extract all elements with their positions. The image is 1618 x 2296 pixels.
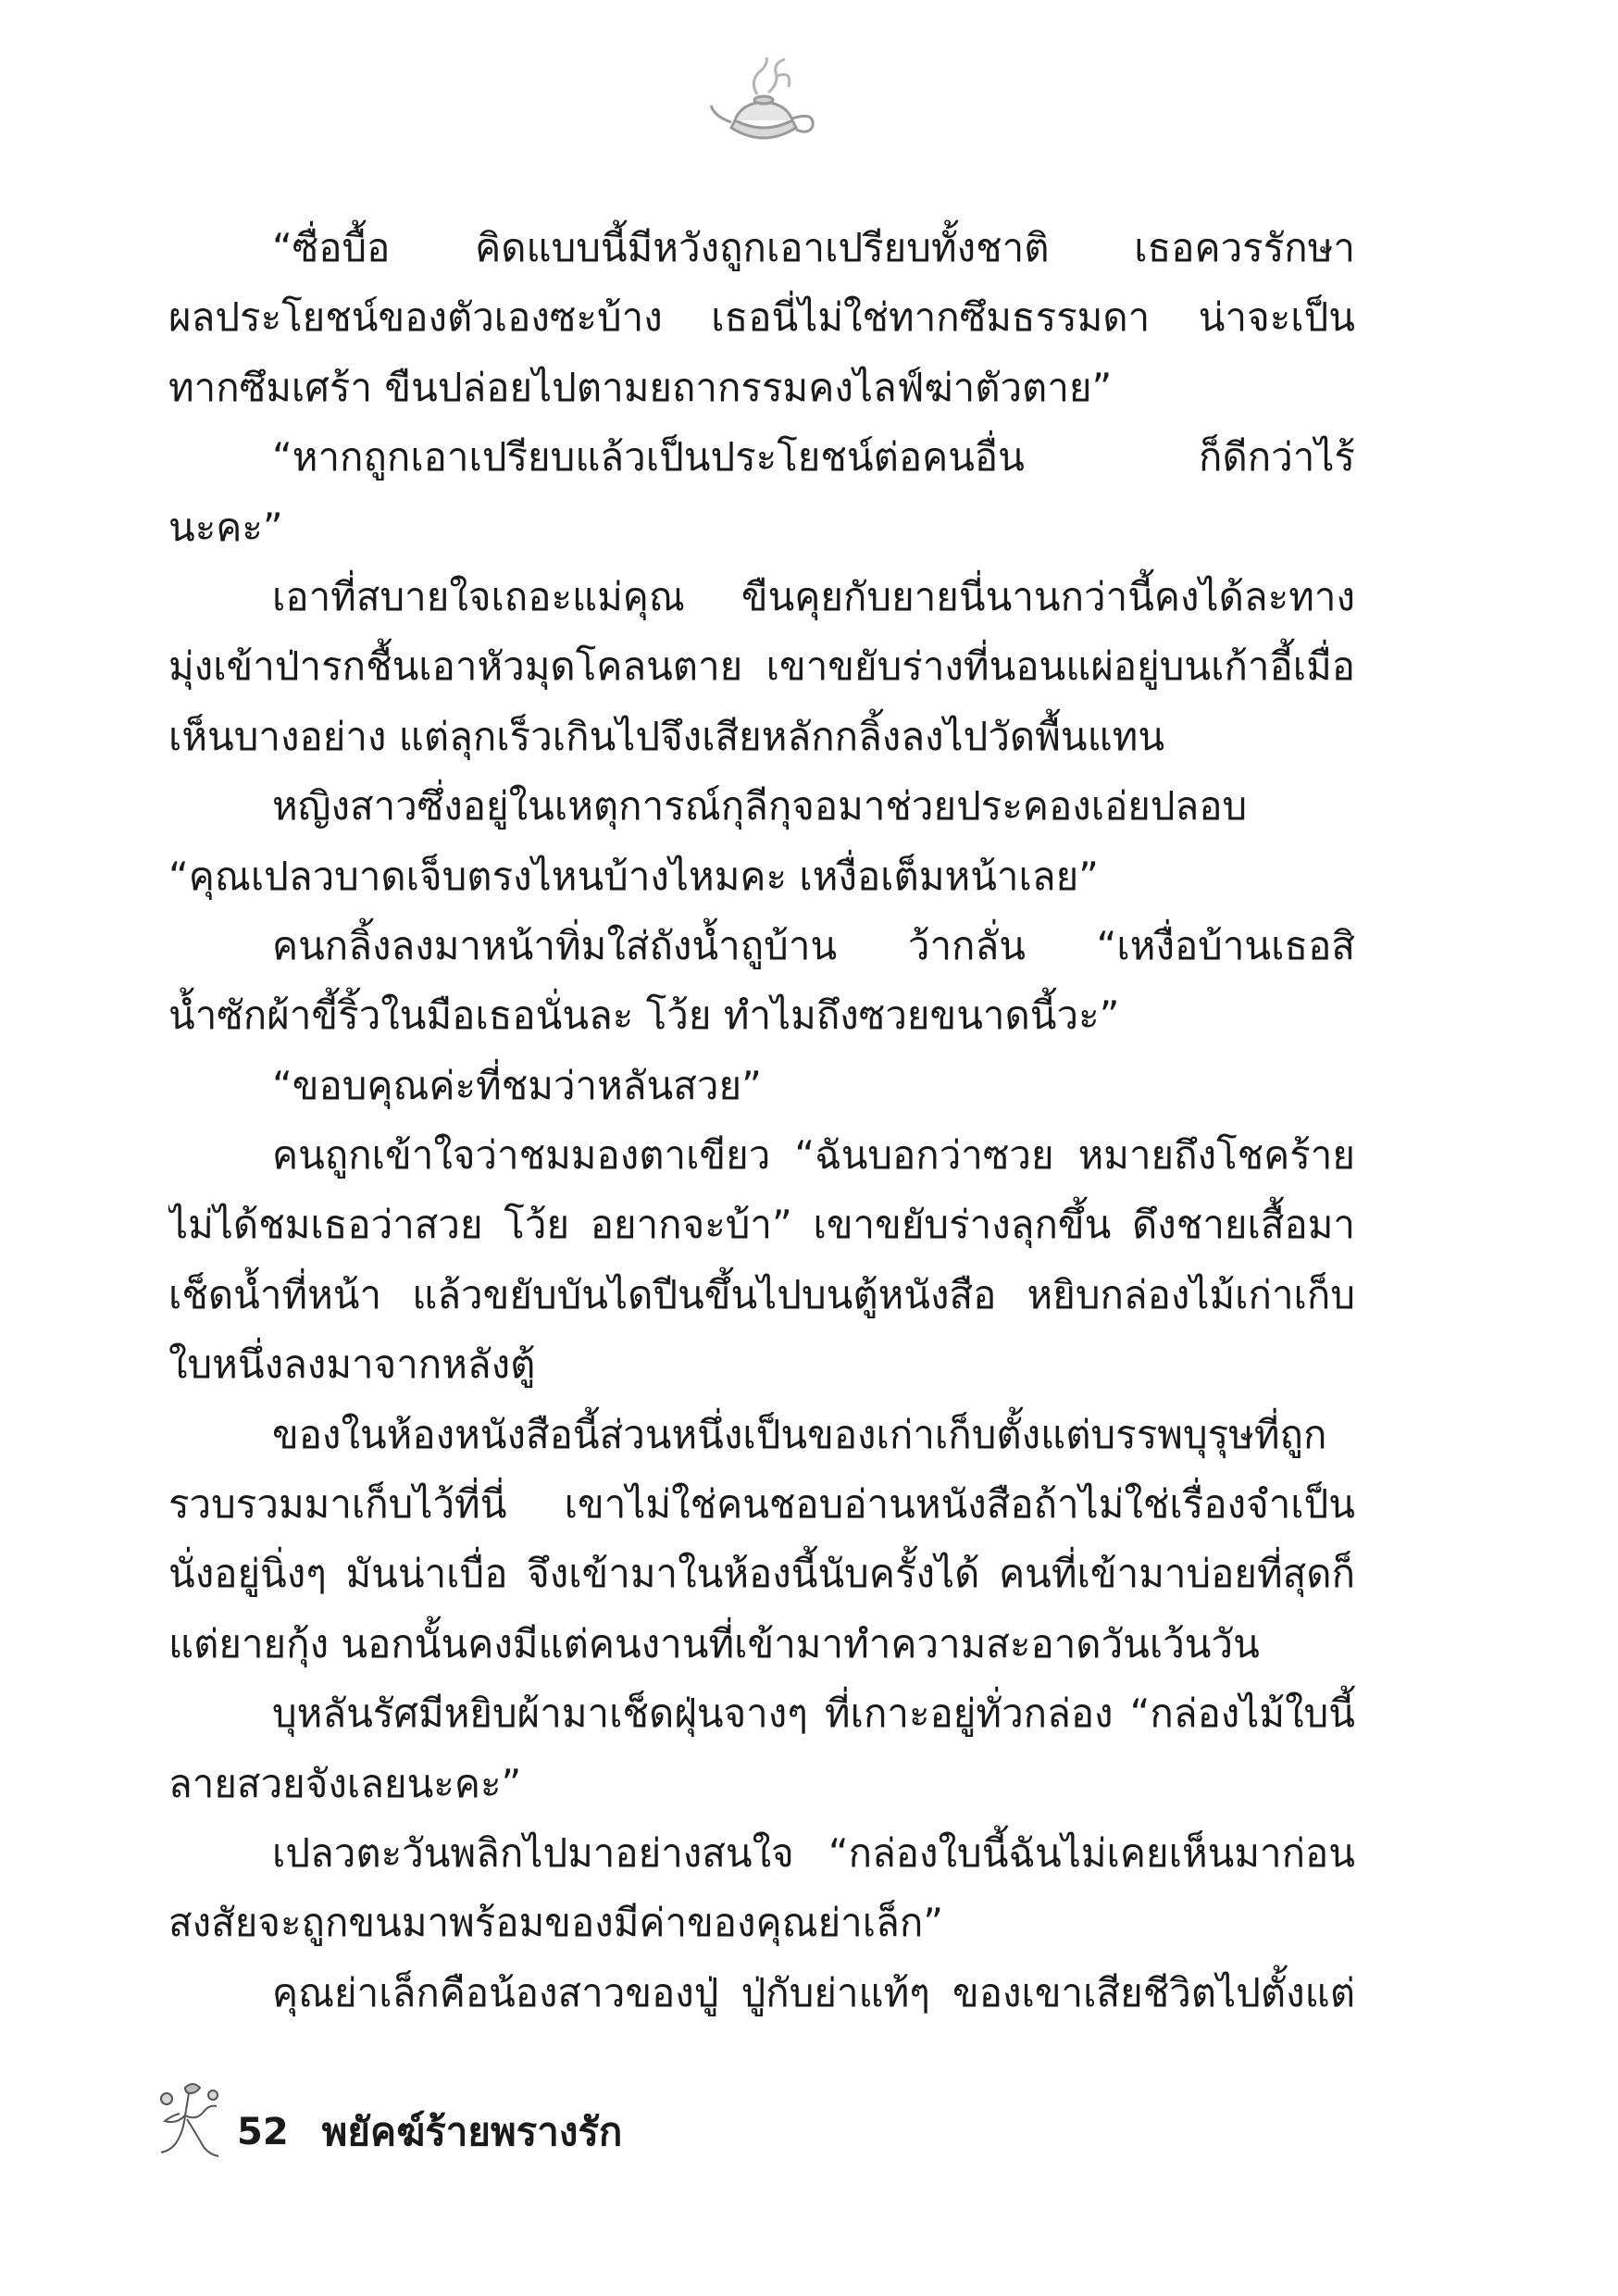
- text-line: “ขอบคุณค่ะที่ชมว่าหลันสวย”: [272, 1062, 762, 1108]
- text-line: “หากถูกเอาเปรียบแล้วเป็นประโยชน์ต่อคนอื่น ก็ดีกว่าไร้: [272, 434, 1355, 480]
- text-line: เห็นบางอย่าง แต่ลุกเร็วเกินไปจึงเสียหลักกลิ้งลงไปวัดพื้นแทน: [168, 713, 1165, 759]
- page-number: 52: [237, 2111, 289, 2153]
- text-line: แต่ยายกุ้ง นอกนั้นคงมีแต่คนงานที่เข้ามาทำความสะอาดวันเว้นวัน: [168, 1620, 1260, 1666]
- book-title: พยัคฆ์ร้ายพรางรัก: [321, 2109, 623, 2154]
- text-line: ของในห้องหนังสือนี้ส่วนหนึ่งเป็นของเก่าเก็บตั้งแต่บรรพบุรุษที่ถูก: [272, 1411, 1327, 1457]
- text-line: เปลวตะวันพลิกไปมาอย่างสนใจ “กล่องใบนี้ฉันไม่เคยเห็นมาก่อน: [272, 1829, 1355, 1876]
- text-line: เช็ดน้ำที่หน้า แล้วขยับบันไดปีนขึ้นไปบนตู้หนังสือ หยิบกล่องไม้เก่าเก็บ: [168, 1271, 1355, 1317]
- text-line: น้ำซักผ้าขี้ริ้วในมือเธอนั่นละ โว้ย ทำไมถึงซวยขนาดนี้วะ”: [168, 992, 1120, 1039]
- text-line: ผลประโยชน์ของตัวเองซะบ้าง เธอนี่ไม่ใช่ทากซึมธรรมดา น่าจะเป็น: [168, 294, 1355, 341]
- text-line: ทากซึมเศร้า ขืนปล่อยไปตามยถากรรมคงไลฟ์ฆ่าตัวตาย”: [168, 364, 1113, 410]
- text-line: เอาที่สบายใจเถอะแม่คุณ ขืนคุยกับยายนี่นานกว่านี้คงได้ละทาง: [272, 573, 1355, 619]
- text-line: คนถูกเข้าใจว่าชมมองตาเขียว “ฉันบอกว่าซวย หมายถึงโชคร้าย: [272, 1132, 1355, 1179]
- teapot-ornament-icon: [703, 56, 824, 157]
- text-line: “ซื่อบื้อ คิดแบบนี้มีหวังถูกเอาเปรียบทั้งชาติ เธอควรรักษา: [272, 225, 1355, 270]
- text-line: คนกลิ้งลงมาหน้าทิ่มใส่ถังน้ำถูบ้าน ว้ากลั่น “เหงื่อบ้านเธอสิ: [272, 922, 1355, 968]
- text-line: มุ่งเข้าป่ารกชื้นเอาหัวมุดโคลนตาย เขาขยับร่างที่นอนแผ่อยู่บนเก้าอี้เมื่อ: [168, 643, 1355, 690]
- text-line: “คุณเปลวบาดเจ็บตรงไหนบ้างไหมคะ เหงื่อเต็มหน้าเลย”: [168, 853, 1099, 899]
- text-line: รวบรวมมาเก็บไว้ที่นี่ เขาไม่ใช่คนชอบอ่านหนังสือถ้าไม่ใช่เรื่องจำเป็น: [168, 1481, 1355, 1528]
- text-line: สงสัยจะถูกขนมาพร้อมของมีค่าของคุณย่าเล็ก”: [168, 1900, 944, 1946]
- text-line: ไม่ได้ชมเธอว่าสวย โว้ย อยากจะบ้า” เขาขยับร่างลุกขึ้น ดึงชายเสื้อมา: [168, 1202, 1355, 1248]
- dancer-ornament-icon: [148, 2078, 231, 2162]
- text-line: นั่งอยู่นิ่งๆ มันน่าเบื่อ จึงเข้ามาในห้องนี้นับครั้งได้ คนที่เข้ามาบ่อยที่สุดก็: [168, 1551, 1355, 1597]
- text-line: นะคะ”: [168, 504, 283, 550]
- text-line: ลายสวยจังเลยนะคะ”: [168, 1760, 522, 1806]
- text-line: หญิงสาวซึ่งอยู่ในเหตุการณ์กุลีกุจอมาช่วยประคองเอ่ยปลอบ: [272, 783, 1248, 830]
- text-line: ใบหนึ่งลงมาจากหลังตู้: [168, 1341, 536, 1388]
- body-text: [168, 213, 1355, 2028]
- page-footer: [148, 2078, 622, 2162]
- text-line: บุหลันรัศมีหยิบผ้ามาเช็ดฝุ่นจางๆ ที่เกาะอยู่ทั่วกล่อง “กล่องไม้ใบนี้: [272, 1691, 1355, 1737]
- text-line: คุณย่าเล็กคือน้องสาวของปู่ ปู่กับย่าแท้ๆ ของเขาเสียชีวิตไปตั้งแต่: [272, 1969, 1355, 2015]
